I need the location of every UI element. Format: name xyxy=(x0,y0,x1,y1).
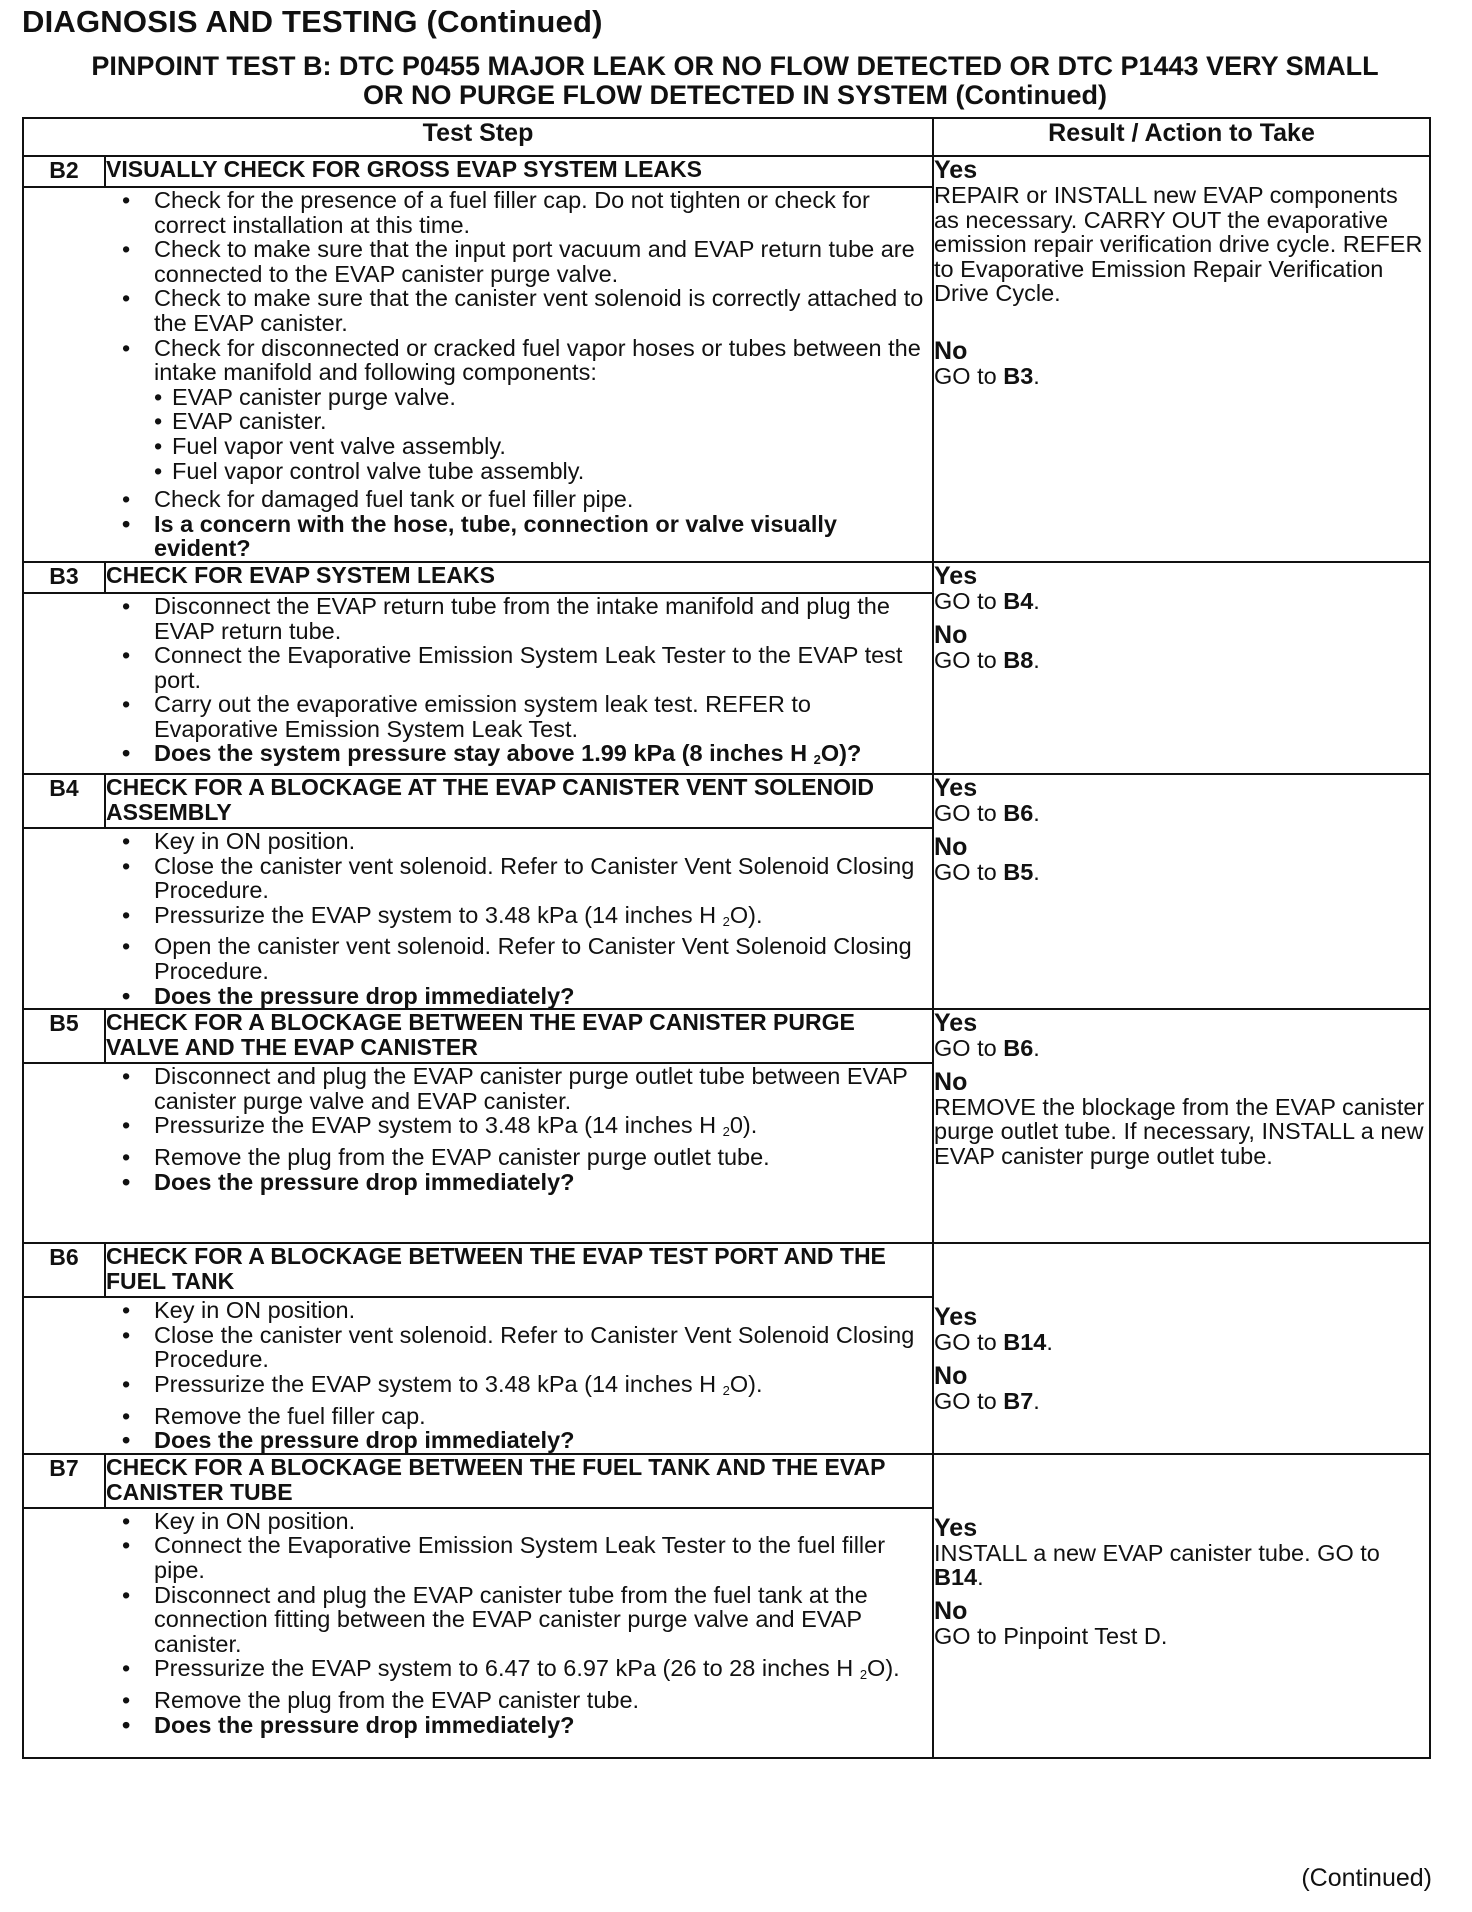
subscript: 2 xyxy=(722,913,730,929)
continued-footer: (Continued) xyxy=(1301,1864,1432,1892)
no-ref: B7 xyxy=(1003,1387,1034,1414)
pressurize-text-a: Pressurize the EVAP system to 3.48 kPa (14 inches H xyxy=(154,901,723,928)
step-question: • Does the pressure drop immediately? xyxy=(24,1428,932,1453)
yes-suffix: . xyxy=(1033,587,1040,614)
step-item: • Disconnect the EVAP return tube from the intake manifold and plug the EVAP return tube. xyxy=(24,594,932,643)
step-item xyxy=(24,903,932,935)
component-item: • EVAP canister. xyxy=(154,409,932,434)
no-ref: B8 xyxy=(1003,646,1034,673)
pressurize-text-b: O). xyxy=(729,901,763,928)
subscript: 2 xyxy=(859,1667,868,1683)
step-body xyxy=(23,1508,933,1758)
pressurize-text-a: Pressurize the EVAP system to 3.48 kPa (14 inches H xyxy=(154,1112,723,1139)
yes-label: Yes xyxy=(934,1513,978,1542)
pinpoint-test-table xyxy=(22,117,1431,1759)
subscript: 2 xyxy=(722,1383,730,1398)
pressurize-text-b: O). xyxy=(729,1371,763,1397)
no-label: No xyxy=(934,1361,968,1390)
no-label: No xyxy=(934,832,968,861)
no-prefix: GO to xyxy=(934,362,1004,389)
step-row-b7 xyxy=(23,1454,1430,1508)
page-title: DIAGNOSIS AND TESTING (Continued) xyxy=(22,4,603,39)
step-id: B6 xyxy=(23,1243,105,1297)
yes-label: Yes xyxy=(934,774,978,803)
step-title: CHECK FOR A BLOCKAGE BETWEEN THE EVAP CANISTER PURGE VALVE AND THE EVAP CANISTER xyxy=(105,1009,933,1063)
step-item: • Remove the plug from the EVAP canister tube. xyxy=(24,1688,932,1713)
step-item xyxy=(24,336,932,484)
question-text-b: O)? xyxy=(820,740,862,767)
step-item: • Check for the presence of a fuel filler cap. Do not tighten or check for correct installation at this time. xyxy=(24,188,932,237)
step-item: • Check for damaged fuel tank or fuel filler pipe. xyxy=(24,487,932,512)
yes-label: Yes xyxy=(934,1009,978,1038)
step-item: • Key in ON position. xyxy=(24,1509,932,1534)
yes-ref: B6 xyxy=(1003,800,1034,827)
no-label: No xyxy=(934,1067,968,1096)
result-cell xyxy=(933,1243,1430,1454)
step-item xyxy=(24,1372,932,1404)
no-label: No xyxy=(934,620,968,649)
step-row-b5 xyxy=(23,1009,1430,1063)
step-row-b2 xyxy=(23,156,1430,187)
pressurize-text-a: Pressurize the EVAP system to 3.48 kPa (14 inches H xyxy=(154,1371,723,1397)
pinpoint-test-title-line1: PINPOINT TEST B: DTC P0455 MAJOR LEAK OR NO FLOW DETECTED OR DTC P1443 VERY SMALL xyxy=(91,51,1379,81)
step-row-b4 xyxy=(23,774,1430,828)
step-row-b6 xyxy=(23,1243,1430,1297)
step-row-b3 xyxy=(23,562,1430,593)
yes-suffix: . xyxy=(1033,1035,1040,1062)
yes-prefix: INSTALL a new EVAP canister tube. GO to xyxy=(934,1539,1380,1566)
step-item: • Connect the Evaporative Emission System Leak Tester to the EVAP test port. xyxy=(24,643,932,692)
no-suffix: . xyxy=(1033,1387,1040,1414)
step-item: • Disconnect and plug the EVAP canister purge outlet tube between EVAP canister purge valve and EVAP canister. xyxy=(24,1064,932,1113)
subscript: 2 xyxy=(813,752,821,768)
step-item: • Close the canister vent solenoid. Refer to Canister Vent Solenoid Closing Procedure. xyxy=(24,854,932,903)
step-title: CHECK FOR EVAP SYSTEM LEAKS xyxy=(105,562,933,593)
result-cell xyxy=(933,562,1430,774)
step-item: • Connect the Evaporative Emission System Leak Tester to the fuel filler pipe. xyxy=(24,1533,932,1582)
result-cell xyxy=(933,1009,1430,1243)
pressurize-text-b: 0). xyxy=(729,1112,758,1139)
no-suffix: . xyxy=(1033,646,1040,673)
step-body xyxy=(23,187,933,562)
step-body xyxy=(23,1063,933,1243)
pressurize-text-b: O). xyxy=(867,1655,900,1682)
result-cell xyxy=(933,1454,1430,1758)
step-body xyxy=(23,1297,933,1454)
subscript: 2 xyxy=(722,1124,730,1140)
step-title: VISUALLY CHECK FOR GROSS EVAP SYSTEM LEAKS xyxy=(105,156,933,187)
step-question: • Is a concern with the hose, tube, connection or valve visually evident? xyxy=(24,512,932,561)
step-item: • Disconnect and plug the EVAP canister tube from the fuel tank at the connection fitting between the EVAP canister purge valve and EVAP canister. xyxy=(24,1583,932,1657)
step-question xyxy=(24,741,932,773)
header-test-step: Test Step xyxy=(23,118,933,156)
yes-action: REPAIR or INSTALL new EVAP components as necessary. CARRY OUT the evaporative emission repair verification drive cycle. REFER to Evaporative Emission Repair Verification Drive Cycle. xyxy=(934,182,1423,307)
component-item: • Fuel vapor vent valve assembly. xyxy=(154,434,932,459)
yes-ref: B4 xyxy=(1003,587,1034,614)
component-item: • Fuel vapor control valve tube assembly. xyxy=(154,459,932,484)
yes-ref: B14 xyxy=(934,1564,978,1591)
step-item: • Close the canister vent solenoid. Refer to Canister Vent Solenoid Closing Procedure. xyxy=(24,1323,932,1372)
component-list xyxy=(154,385,932,483)
yes-suffix: . xyxy=(977,1564,984,1591)
yes-ref: B14 xyxy=(1003,1329,1047,1356)
yes-label: Yes xyxy=(934,561,978,590)
no-ref: B3 xyxy=(1003,362,1034,389)
step-title: CHECK FOR A BLOCKAGE BETWEEN THE FUEL TANK AND THE EVAP CANISTER TUBE xyxy=(105,1454,933,1508)
pinpoint-test-title-line2: OR NO PURGE FLOW DETECTED IN SYSTEM (Continued) xyxy=(363,80,1107,110)
step-item: • Key in ON position. xyxy=(24,1298,932,1323)
step-item xyxy=(24,1656,932,1688)
step-item: • Key in ON position. xyxy=(24,829,932,854)
no-action: GO to Pinpoint Test D. xyxy=(934,1622,1168,1649)
step-id: B7 xyxy=(23,1454,105,1508)
no-suffix: . xyxy=(1033,858,1040,885)
question-text-a: Does the system pressure stay above 1.99 kPa (8 inches H xyxy=(154,740,814,767)
no-action: REMOVE the blockage from the EVAP canister purge outlet tube. If necessary, INSTALL a new EVAP canister purge outlet tube. xyxy=(934,1093,1425,1169)
step-id: B5 xyxy=(23,1009,105,1063)
pressurize-text-a: Pressurize the EVAP system to 6.47 to 6.97 kPa (26 to 28 inches H xyxy=(154,1655,860,1682)
step-id: B2 xyxy=(23,156,105,187)
no-prefix: GO to xyxy=(934,1387,1004,1414)
step-item: • Check to make sure that the canister vent solenoid is correctly attached to the EVAP canister. xyxy=(24,286,932,335)
yes-label: Yes xyxy=(934,156,978,184)
step-item: • Remove the plug from the EVAP canister purge outlet tube. xyxy=(24,1145,932,1170)
yes-prefix: GO to xyxy=(934,1329,1004,1356)
step-item xyxy=(24,1113,932,1145)
yes-suffix: . xyxy=(1033,800,1040,827)
yes-suffix: . xyxy=(1046,1329,1053,1356)
step-item-text: Check for disconnected or cracked fuel vapor hoses or tubes between the intake manifold and following components: xyxy=(154,334,921,386)
yes-prefix: GO to xyxy=(934,1035,1004,1062)
no-label: No xyxy=(934,336,968,365)
step-title: CHECK FOR A BLOCKAGE BETWEEN THE EVAP TEST PORT AND THE FUEL TANK xyxy=(105,1243,933,1297)
step-title: CHECK FOR A BLOCKAGE AT THE EVAP CANISTER VENT SOLENOID ASSEMBLY xyxy=(105,774,933,828)
no-prefix: GO to xyxy=(934,646,1004,673)
step-body xyxy=(23,828,933,1009)
pinpoint-test-title xyxy=(22,52,1448,110)
no-label: No xyxy=(934,1596,968,1625)
step-item: • Carry out the evaporative emission system leak test. REFER to Evaporative Emission System Leak Test. xyxy=(24,692,932,741)
result-cell xyxy=(933,774,1430,1009)
component-item: • EVAP canister purge valve. xyxy=(154,385,932,410)
step-item: • Open the canister vent solenoid. Refer to Canister Vent Solenoid Closing Procedure. xyxy=(24,934,932,983)
step-id: B4 xyxy=(23,774,105,828)
step-item: • Remove the fuel filler cap. xyxy=(24,1404,932,1429)
no-ref: B5 xyxy=(1003,858,1034,885)
table-header-row xyxy=(23,118,1430,156)
header-result-action: Result / Action to Take xyxy=(933,118,1430,156)
yes-prefix: GO to xyxy=(934,587,1004,614)
step-id: B3 xyxy=(23,562,105,593)
step-body xyxy=(23,593,933,774)
step-question: • Does the pressure drop immediately? xyxy=(24,1170,932,1195)
no-suffix: . xyxy=(1033,362,1040,389)
no-prefix: GO to xyxy=(934,858,1004,885)
step-question: • Does the pressure drop immediately? xyxy=(24,984,932,1009)
yes-ref: B6 xyxy=(1003,1035,1034,1062)
result-cell xyxy=(933,156,1430,562)
step-question: • Does the pressure drop immediately? xyxy=(24,1713,932,1738)
yes-prefix: GO to xyxy=(934,800,1004,827)
yes-label: Yes xyxy=(934,1303,978,1332)
step-item: • Check to make sure that the input port vacuum and EVAP return tube are connected to the EVAP canister purge valve. xyxy=(24,237,932,286)
